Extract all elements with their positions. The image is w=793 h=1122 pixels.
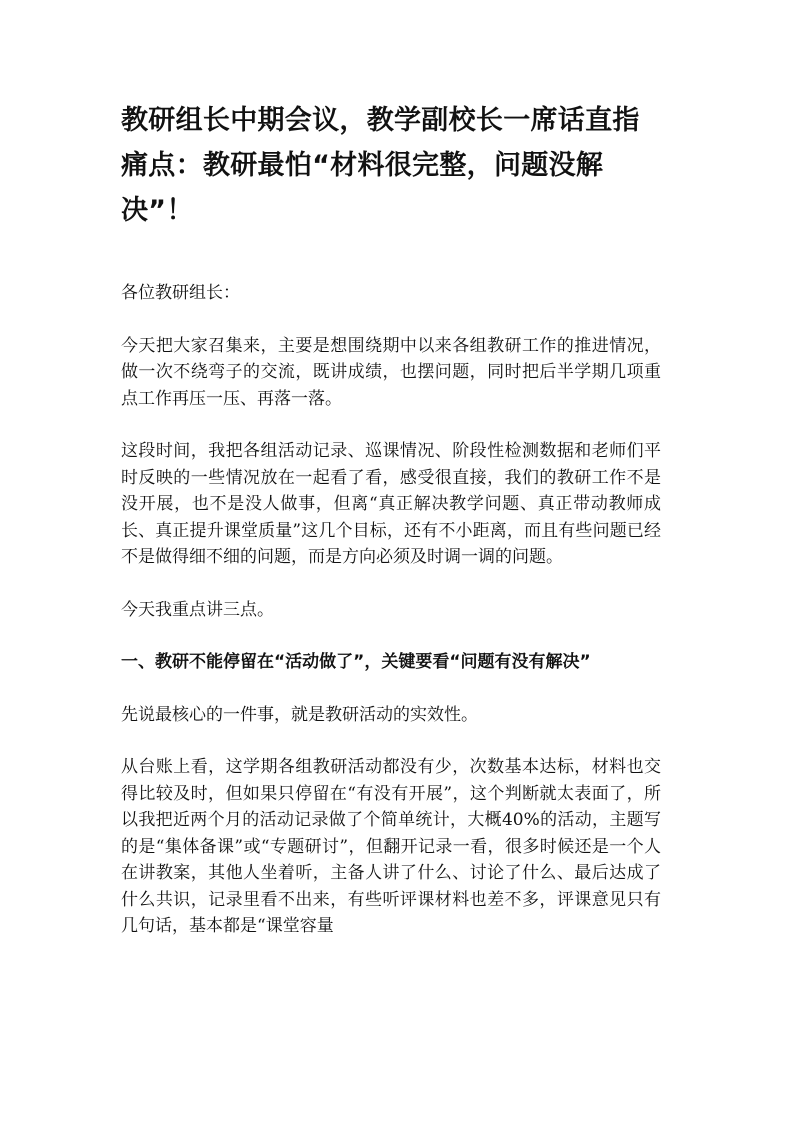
document-title: 教研组长中期会议，教学副校长一席话直指痛点：教研最怕“材料很完整，问题没解决”！ — [121, 105, 640, 226]
document-page — [121, 98, 661, 940]
paragraph-core-issue: 先说最核心的一件事，就是教研活动的实效性。 — [121, 704, 478, 725]
paragraph-intro: 今天把大家召集来，主要是想围绕期中以来各组教研工作的推进情况，做一次不绕弯子的交流，既讲成绩，也摆问题，同时把后半学期几项重点工作再压一压、再落一落。 — [121, 335, 661, 409]
paragraph-three-points: 今天我重点讲三点。 — [121, 599, 274, 620]
paragraph-statistics: 从台账上看，这学期各组教研活动都没有少，次数基本达标，材料也交得比较及时，但如果只停留在“有没有开展”，这个判断就太表面了，所以我把近两个月的活动记录做了个简单统计，大概40%的活动，主题写的是“集体备课”或“专题研讨”，但翻开记录一看，很多时候还是一个人在讲教案，其他人坐着听，主备人讲了什么、讨论了什么、最后达成了什么共识，记录里看不出来，有些听评课材料也差不多，评课意见只有几句话，基本都是“课堂容量 — [121, 757, 661, 936]
paragraph-observation: 这段时间，我把各组活动记录、巡课情况、阶段性检测数据和老师们平时反映的一些情况放在一起看了看，感受很直接，我们的教研工作不是没开展，也不是没人做事，但离“真正解决教学问题、真正带动教师成长、真正提升课堂质量”这几个目标，还有不小距离，而且有些问题已经不是做得细不细的问题，而是方向必须及时调一调的问题。 — [121, 441, 661, 567]
section-heading-1: 一、教研不能停留在“活动做了”，关键要看“问题有没有解决” — [121, 652, 591, 672]
greeting: 各位教研组长： — [121, 283, 240, 303]
